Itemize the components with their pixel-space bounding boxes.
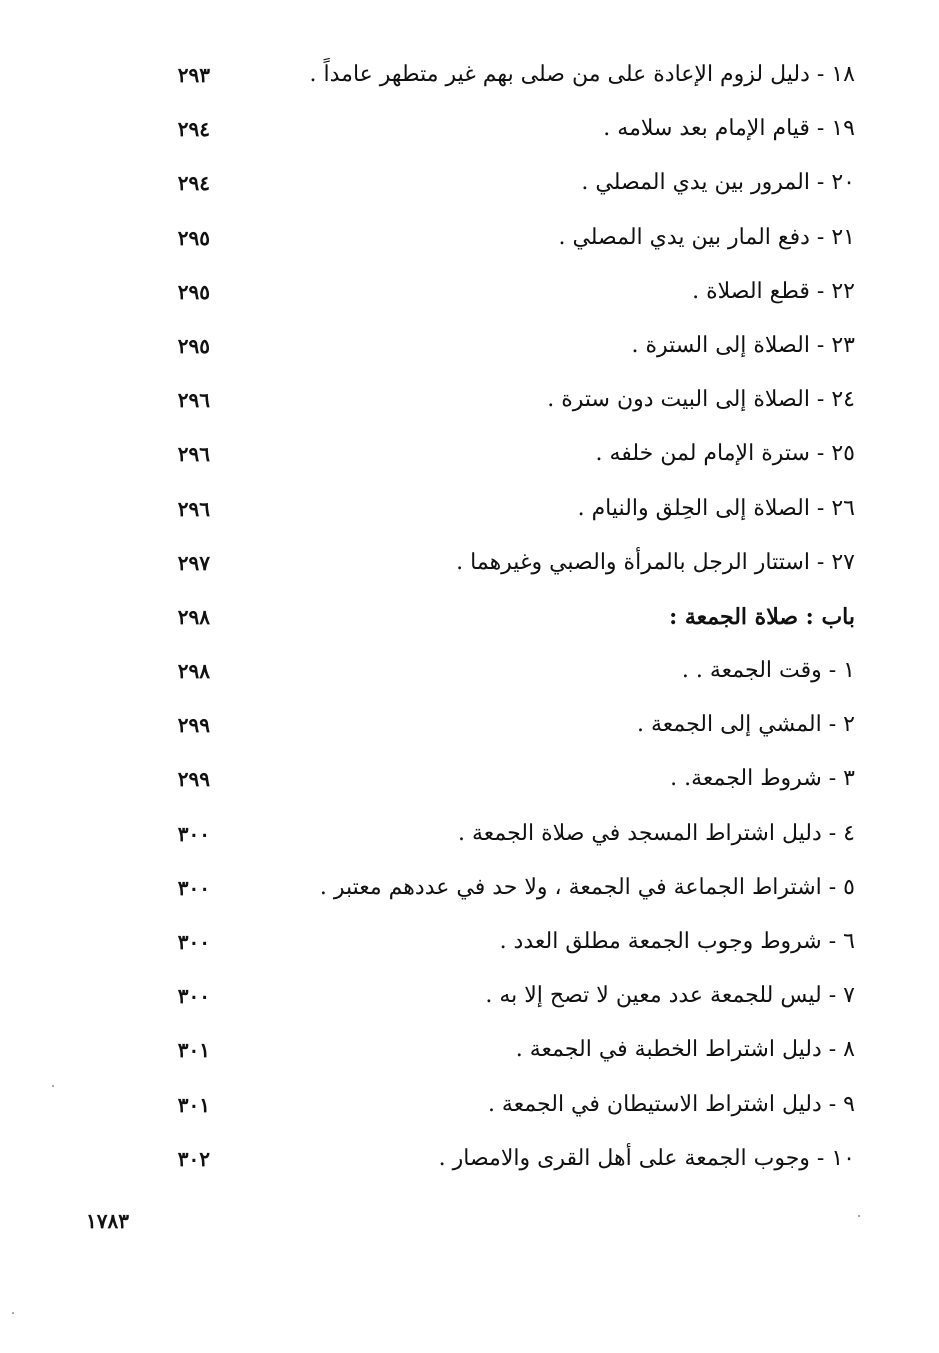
toc-page-number: ٣٠٠	[177, 821, 210, 846]
toc-row	[0, 433, 939, 487]
toc-entry: ٢٦ - الصلاة إلى الحِلق والنيام .	[577, 495, 855, 521]
toc-entry: ٧ - ليس للجمعة عدد معين لا تصح إلا به .	[485, 983, 855, 1009]
toc-entry: ٢٥ - سترة الإمام لمن خلفه .	[595, 441, 855, 467]
toc-page-number: ٢٩٥	[177, 333, 210, 358]
toc-page-number: ٢٩٥	[177, 279, 210, 304]
toc-entry: ٥ - اشتراط الجماعة في الجمعة ، ولا حد في عددهم معتبر .	[319, 874, 855, 900]
toc-page-number: ٣٠٠	[177, 984, 210, 1009]
toc-row	[0, 758, 939, 812]
toc-section-heading: باب : صلاة الجمعة :	[669, 603, 855, 630]
toc-page-number: ٣٠١	[177, 1092, 210, 1117]
toc-row	[0, 1084, 939, 1138]
toc-entry: ٢٧ - استتار الرجل بالمرأة والصبي وغيرهما .	[456, 549, 855, 575]
toc-page-number: ٢٩٨	[177, 604, 210, 629]
toc-entry: ١ - وقت الجمعة . .	[681, 658, 855, 684]
toc-page-number: ٢٩٧	[177, 550, 210, 575]
toc-entry: ٢١ - دفع المار بين يدي المصلي .	[558, 224, 855, 250]
toc-page-number: ٢٩٤	[177, 171, 210, 196]
toc-entry: ٩ - دليل اشتراط الاستيطان في الجمعة .	[487, 1091, 855, 1117]
toc-page-number: ٣٠١	[177, 1038, 210, 1063]
toc-row	[0, 596, 939, 650]
toc-row	[0, 975, 939, 1029]
toc-row	[0, 650, 939, 704]
scan-speck	[12, 1312, 14, 1314]
toc-page-number: ٢٩٩	[177, 767, 210, 792]
toc-entry: ٨ - دليل اشتراط الخطبة في الجمعة .	[515, 1037, 855, 1063]
toc-entry: ٣ - شروط الجمعة. .	[670, 766, 855, 792]
toc-row	[0, 542, 939, 596]
toc-entry: ١٨ - دليل لزوم الإعادة على من صلى بهم غير متطهر عامداً .	[309, 62, 855, 87]
toc-page-number: ٢٩٩	[177, 713, 210, 738]
table-of-contents	[0, 54, 939, 1192]
toc-page-number: ٣٠٠	[177, 875, 210, 900]
toc-entry: ٢٣ - الصلاة إلى السترة .	[631, 332, 855, 358]
toc-row	[0, 379, 939, 433]
toc-row	[0, 54, 939, 108]
toc-page-number: ٣٠٢	[177, 1146, 210, 1171]
toc-row	[0, 704, 939, 758]
toc-page-number: ٢٩٦	[177, 496, 210, 521]
toc-row	[0, 271, 939, 325]
toc-row	[0, 1029, 939, 1083]
toc-entry: ٢٢ - قطع الصلاة .	[692, 278, 855, 304]
toc-row	[0, 217, 939, 271]
toc-entry: ١٠ - وجوب الجمعة على أهل القرى والامصار .	[438, 1145, 855, 1171]
toc-row	[0, 813, 939, 867]
toc-page-number: ٢٩٨	[177, 659, 210, 684]
toc-row	[0, 921, 939, 975]
toc-page-number: ٣٠٠	[177, 930, 210, 954]
toc-row	[0, 325, 939, 379]
toc-page-number: ٢٩٦	[177, 442, 210, 467]
toc-row	[0, 488, 939, 542]
toc-page-number: ٢٩٤	[177, 117, 210, 142]
toc-entry: ٢٤ - الصلاة إلى البيت دون سترة .	[547, 387, 855, 413]
toc-row	[0, 108, 939, 162]
toc-page-number: ٢٩٦	[177, 388, 210, 413]
scan-speck	[858, 1215, 860, 1217]
toc-entry: ٦ - شروط وجوب الجمعة مطلق العدد .	[499, 929, 855, 954]
toc-entry: ١٩ - قيام الإمام بعد سلامه .	[603, 116, 855, 142]
toc-entry: ٢ - المشي إلى الجمعة .	[636, 712, 855, 738]
toc-entry: ٢٠ - المرور بين يدي المصلي .	[581, 170, 855, 196]
toc-page-number: ٢٩٣	[177, 63, 210, 87]
toc-page-number: ٢٩٥	[177, 225, 210, 250]
toc-row	[0, 162, 939, 216]
toc-row	[0, 1138, 939, 1192]
toc-entry: ٤ - دليل اشتراط المسجد في صلاة الجمعة .	[457, 820, 855, 846]
scan-speck	[52, 1085, 54, 1087]
folio-page-number: ١٧٨٣	[86, 1209, 129, 1233]
toc-row	[0, 867, 939, 921]
